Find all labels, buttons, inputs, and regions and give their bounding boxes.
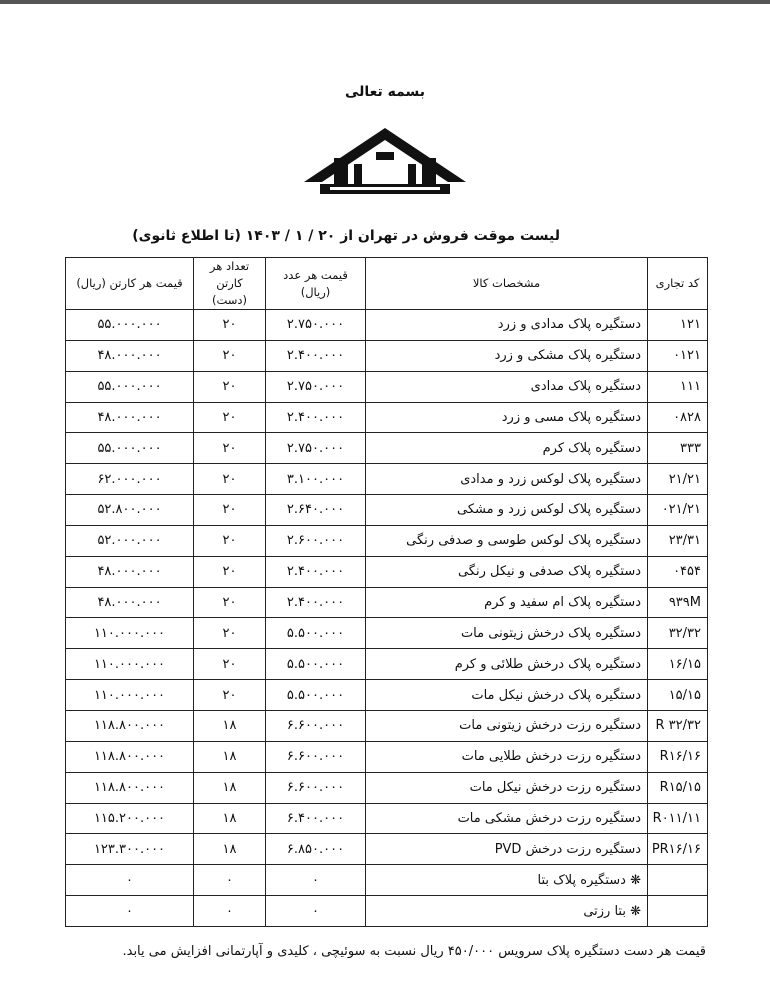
cell-carton-qty: ۲۰	[194, 310, 266, 341]
cell-code: ۰۱۲۱	[648, 340, 708, 371]
cell-code	[648, 896, 708, 927]
cell-unit-price: ۰	[266, 896, 366, 927]
cell-code: ۳۲/۳۲	[648, 618, 708, 649]
table-row	[66, 525, 708, 556]
cell-carton-qty: ۱۸	[194, 834, 266, 865]
cell-code: ۱۲۱	[648, 310, 708, 341]
cell-spec: دستگیره پلاک مدادی	[366, 371, 648, 402]
cell-spec: دستگیره پلاک مسی و زرد	[366, 402, 648, 433]
cell-spec: دستگیره پلاک ام سفید و کرم	[366, 587, 648, 618]
table-row	[66, 680, 708, 711]
cell-code: ۰۲۱/۲۱	[648, 495, 708, 526]
price-list-title	[60, 228, 560, 244]
header-carton-price: قیمت هر کارتن (ریال)	[66, 258, 194, 310]
table-row	[66, 772, 708, 803]
cell-code: ۰۴۵۴	[648, 556, 708, 587]
cell-code: ۲۳/۳۱	[648, 525, 708, 556]
cell-carton-price: ۵۲.۰۰۰.۰۰۰	[66, 525, 194, 556]
table-row	[66, 710, 708, 741]
cell-spec: دستگیره پلاک مشکی و زرد	[366, 340, 648, 371]
cell-unit-price: ۶.۶۰۰.۰۰۰	[266, 741, 366, 772]
table-row	[66, 587, 708, 618]
cell-carton-qty: ۱۸	[194, 803, 266, 834]
cell-code: ۱۵/۱۵	[648, 680, 708, 711]
cell-unit-price: ۲.۴۰۰.۰۰۰	[266, 587, 366, 618]
cell-unit-price: ۲.۶۴۰.۰۰۰	[266, 495, 366, 526]
cell-code: ۱۶/۱۵	[648, 649, 708, 680]
cell-carton-qty: ۲۰	[194, 402, 266, 433]
cell-unit-price: ۲.۴۰۰.۰۰۰	[266, 340, 366, 371]
cell-carton-qty: ۲۰	[194, 433, 266, 464]
cell-carton-qty: ۲۰	[194, 464, 266, 495]
cell-unit-price: ۳.۱۰۰.۰۰۰	[266, 464, 366, 495]
cell-carton-price: ۰	[66, 865, 194, 896]
cell-carton-qty: ۱۸	[194, 772, 266, 803]
cell-spec: دستگیره رزت درخش PVD	[366, 834, 648, 865]
footer-note: قیمت هر دست دستگیره پلاک سرویس ۴۵۰/۰۰۰ ریال نسبت به سوئیچی ، کلیدی و آپارتمانی افزایش می یابد.	[122, 944, 706, 959]
table-row	[66, 896, 708, 927]
table-row	[66, 741, 708, 772]
cell-carton-price: ۱۱۸.۸۰۰.۰۰۰	[66, 710, 194, 741]
cell-spec: دستگیره پلاک لوکس زرد و مدادی	[366, 464, 648, 495]
header-carton-qty: تعداد هر کارتن (دست)	[194, 258, 266, 310]
cell-spec: دستگیره پلاک کرم	[366, 433, 648, 464]
cell-carton-price: ۴۸.۰۰۰.۰۰۰	[66, 340, 194, 371]
cell-spec: دستگیره پلاک صدفی و نیکل رنگی	[366, 556, 648, 587]
cell-carton-price: ۵۵.۰۰۰.۰۰۰	[66, 310, 194, 341]
cell-unit-price: ۶.۶۰۰.۰۰۰	[266, 710, 366, 741]
cell-spec: دستگیره پلاک درخش طلائی و کرم	[366, 649, 648, 680]
cell-spec: دستگیره پلاک درخش زیتونی مات	[366, 618, 648, 649]
cell-carton-price: ۱۲۳.۳۰۰.۰۰۰	[66, 834, 194, 865]
table-row	[66, 340, 708, 371]
table-row	[66, 371, 708, 402]
table-header-row	[66, 258, 708, 310]
cell-carton-price: ۴۸.۰۰۰.۰۰۰	[66, 556, 194, 587]
cell-code: ۹۳۹M	[648, 587, 708, 618]
table-row	[66, 402, 708, 433]
table-row	[66, 865, 708, 896]
cell-code: PR۱۶/۱۶	[648, 834, 708, 865]
cell-carton-qty: ۱۸	[194, 710, 266, 741]
cell-unit-price: ۰	[266, 865, 366, 896]
cell-unit-price: ۲.۷۵۰.۰۰۰	[266, 310, 366, 341]
cell-code: ۱۱۱	[648, 371, 708, 402]
header-spec: مشخصات کالا	[366, 258, 648, 310]
cell-carton-price: ۴۸.۰۰۰.۰۰۰	[66, 587, 194, 618]
cell-carton-qty: ۲۰	[194, 649, 266, 680]
cell-unit-price: ۲.۴۰۰.۰۰۰	[266, 556, 366, 587]
price-list-title-text: لیست موقت فروش در تهران از ۲۰ / ۱ / ۱۴۰۳	[245, 228, 560, 244]
table-row	[66, 433, 708, 464]
cell-unit-price: ۶.۴۰۰.۰۰۰	[266, 803, 366, 834]
cell-unit-price: ۵.۵۰۰.۰۰۰	[266, 618, 366, 649]
header-unit-price: قیمت هر عدد (ریال)	[266, 258, 366, 310]
cell-carton-price: ۵۵.۰۰۰.۰۰۰	[66, 371, 194, 402]
table-row	[66, 834, 708, 865]
cell-code: R۱۶/۱۶	[648, 741, 708, 772]
cell-carton-qty: ۲۰	[194, 618, 266, 649]
cell-spec: دستگیره پلاک لوکس طوسی و صدفی رنگی	[366, 525, 648, 556]
cell-spec: دستگیره رزت درخش نیکل مات	[366, 772, 648, 803]
cell-carton-price: ۱۱۰.۰۰۰.۰۰۰	[66, 680, 194, 711]
cell-carton-qty: ۰	[194, 896, 266, 927]
cell-unit-price: ۲.۷۵۰.۰۰۰	[266, 433, 366, 464]
cell-carton-price: ۱۱۸.۸۰۰.۰۰۰	[66, 741, 194, 772]
cell-carton-qty: ۱۸	[194, 741, 266, 772]
price-table	[65, 257, 708, 927]
cell-unit-price: ۵.۵۰۰.۰۰۰	[266, 649, 366, 680]
cell-carton-qty: ۲۰	[194, 587, 266, 618]
top-border	[0, 0, 770, 4]
cell-carton-price: ۱۱۸.۸۰۰.۰۰۰	[66, 772, 194, 803]
cell-carton-price: ۱۱۰.۰۰۰.۰۰۰	[66, 649, 194, 680]
basmala-heading: بسمه تعالی	[344, 84, 426, 100]
table-row	[66, 556, 708, 587]
cell-unit-price: ۲.۶۰۰.۰۰۰	[266, 525, 366, 556]
cell-spec: دستگیره رزت درخش مشکی مات	[366, 803, 648, 834]
cell-carton-price: ۵۵.۰۰۰.۰۰۰	[66, 433, 194, 464]
cell-spec: دستگیره پلاک لوکس زرد و مشکی	[366, 495, 648, 526]
cell-carton-price: ۵۲.۸۰۰.۰۰۰	[66, 495, 194, 526]
cell-spec: دستگیره پلاک درخش نیکل مات	[366, 680, 648, 711]
cell-carton-price: ۱۱۵.۲۰۰.۰۰۰	[66, 803, 194, 834]
table-row	[66, 464, 708, 495]
cell-code: R ۳۲/۳۲	[648, 710, 708, 741]
cell-carton-price: ۱۱۰.۰۰۰.۰۰۰	[66, 618, 194, 649]
company-logo	[300, 124, 470, 198]
cell-code: ۲۱/۲۱	[648, 464, 708, 495]
cell-unit-price: ۲.۷۵۰.۰۰۰	[266, 371, 366, 402]
table-row	[66, 618, 708, 649]
cell-carton-qty: ۲۰	[194, 556, 266, 587]
cell-spec: دستگیره پلاک مدادی و زرد	[366, 310, 648, 341]
header-code: کد تجاری	[648, 258, 708, 310]
cell-carton-qty: ۲۰	[194, 495, 266, 526]
cell-carton-qty: ۲۰	[194, 525, 266, 556]
table-row	[66, 310, 708, 341]
cell-code: ۳۳۳	[648, 433, 708, 464]
cell-unit-price: ۵.۵۰۰.۰۰۰	[266, 680, 366, 711]
cell-code: R۱۵/۱۵	[648, 772, 708, 803]
cell-spec: دستگیره رزت درخش طلایی مات	[366, 741, 648, 772]
cell-carton-qty: ۲۰	[194, 680, 266, 711]
cell-unit-price: ۶.۸۵۰.۰۰۰	[266, 834, 366, 865]
table-row	[66, 495, 708, 526]
cell-carton-qty: ۲۰	[194, 371, 266, 402]
cell-carton-qty: ۲۰	[194, 340, 266, 371]
cell-spec: دستگیره رزت درخش زیتونی مات	[366, 710, 648, 741]
cell-unit-price: ۶.۶۰۰.۰۰۰	[266, 772, 366, 803]
cell-spec: ❋ دستگیره پلاک بتا	[366, 865, 648, 896]
table-row	[66, 803, 708, 834]
cell-carton-price: ۴۸.۰۰۰.۰۰۰	[66, 402, 194, 433]
price-list-title-note: (تا اطلاع ثانوی)	[132, 228, 241, 244]
cell-code: ۰۸۲۸	[648, 402, 708, 433]
cell-carton-qty: ۰	[194, 865, 266, 896]
cell-spec: ❋ بتا رزتی	[366, 896, 648, 927]
cell-carton-price: ۶۲.۰۰۰.۰۰۰	[66, 464, 194, 495]
cell-carton-price: ۰	[66, 896, 194, 927]
cell-code: R۰۱۱/۱۱	[648, 803, 708, 834]
table-row	[66, 649, 708, 680]
cell-unit-price: ۲.۴۰۰.۰۰۰	[266, 402, 366, 433]
cell-code	[648, 865, 708, 896]
